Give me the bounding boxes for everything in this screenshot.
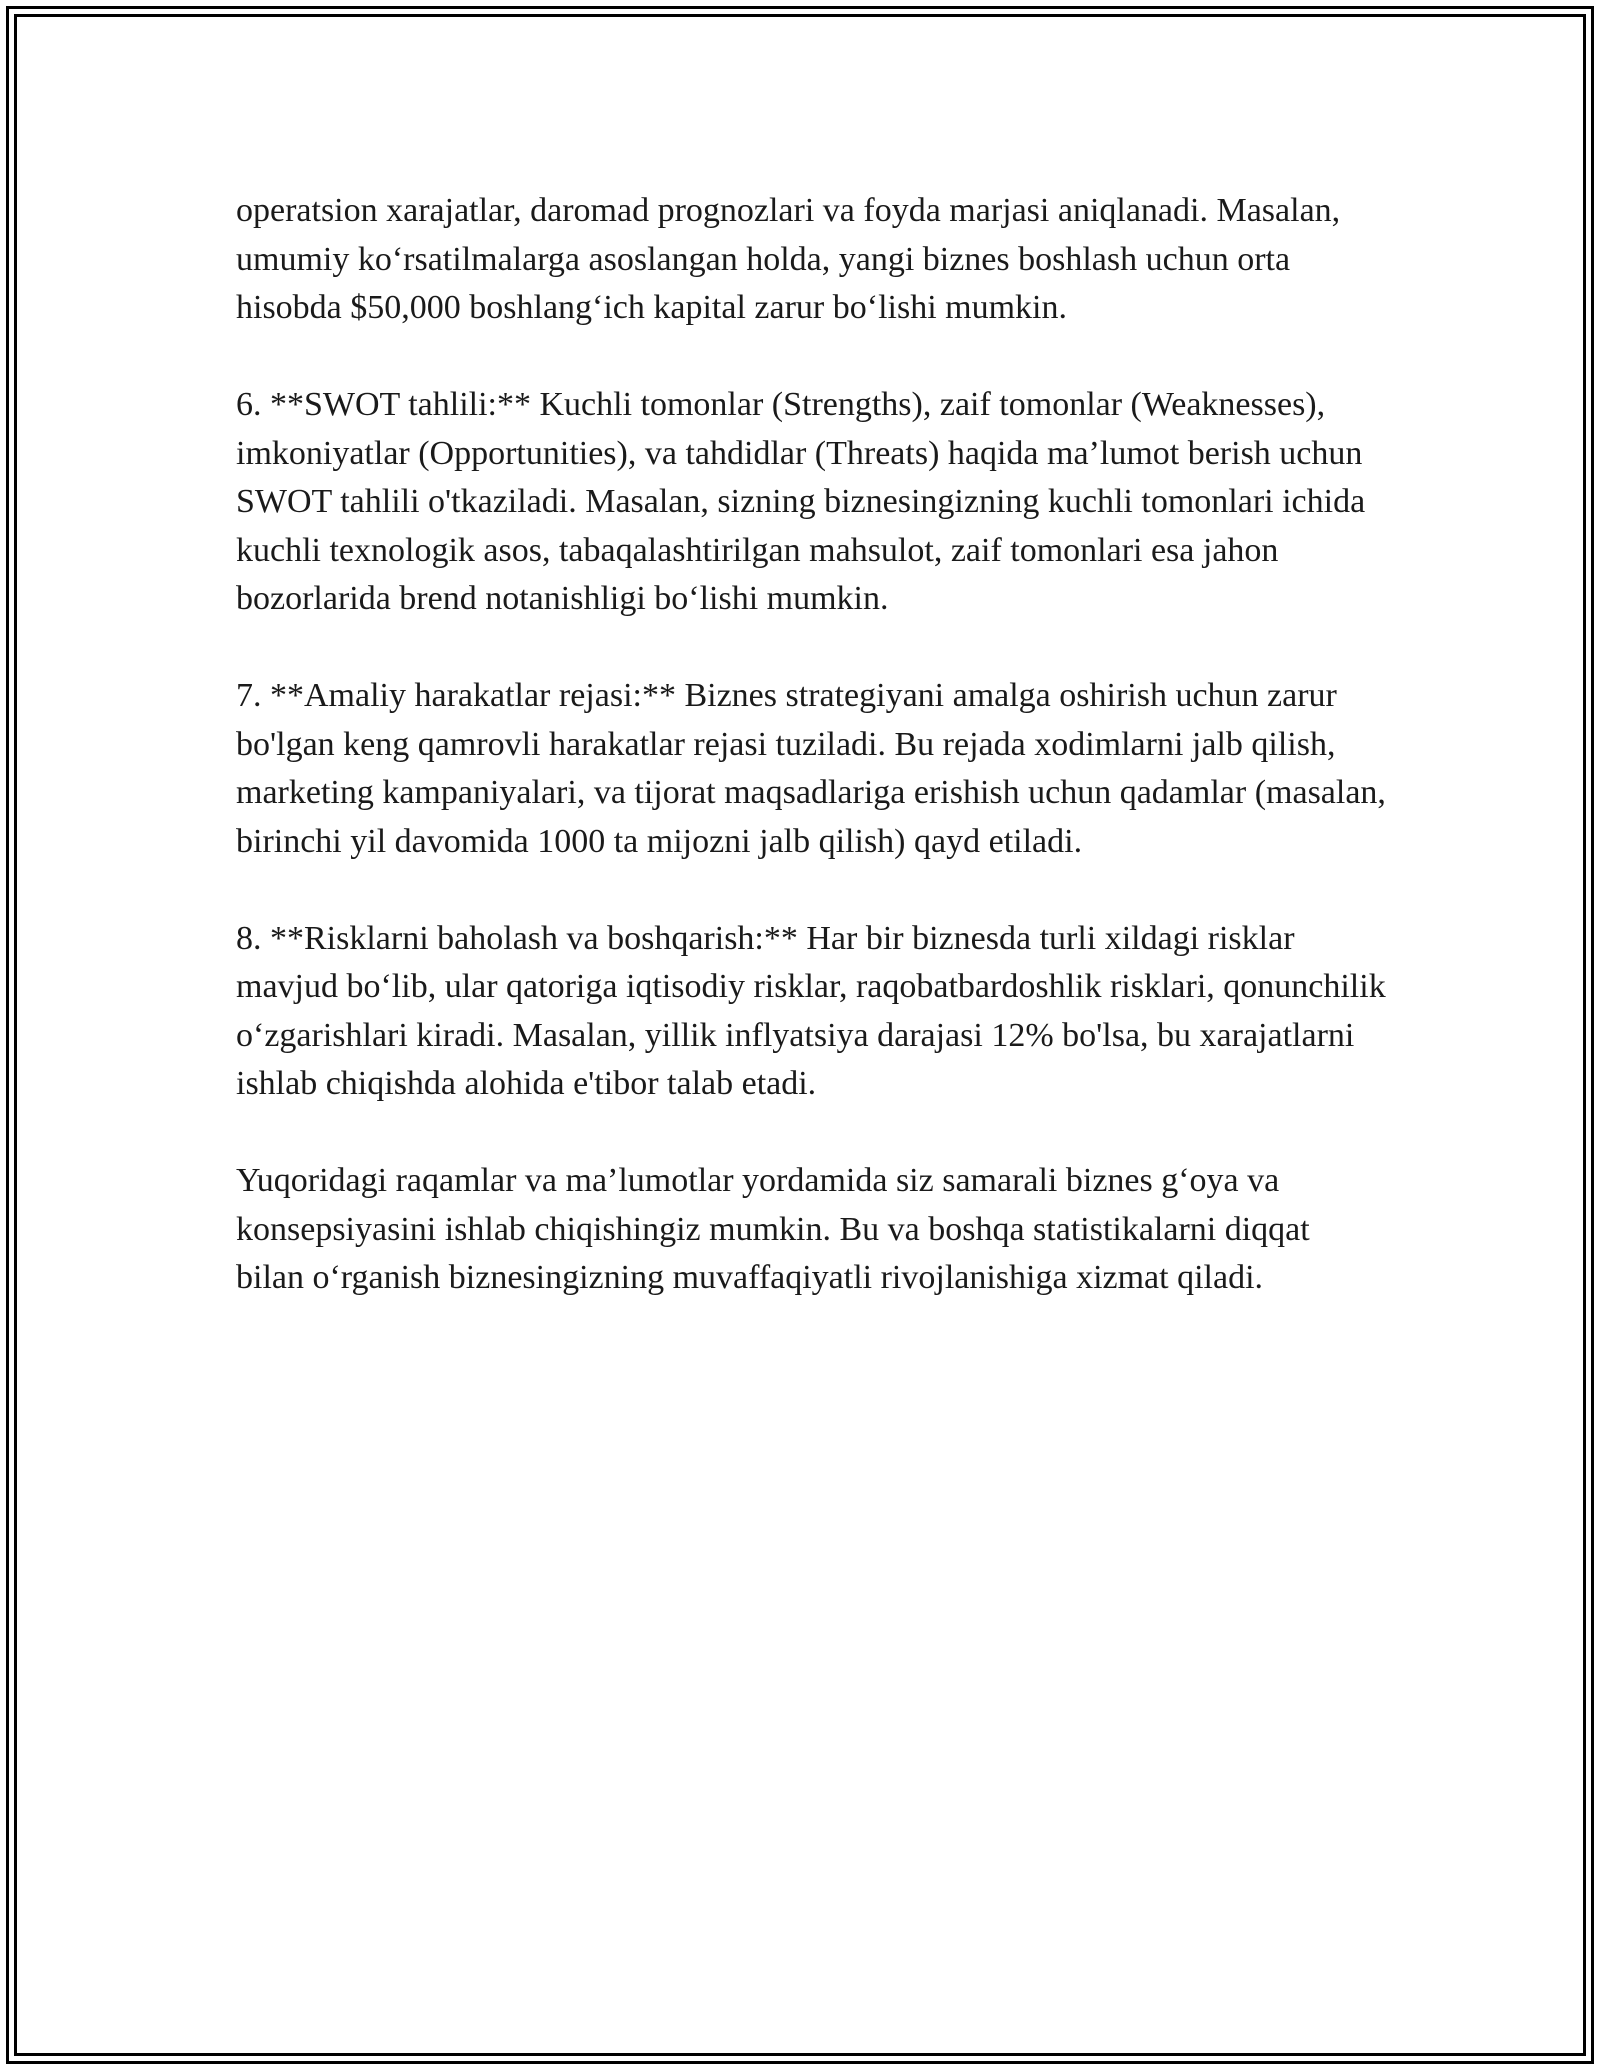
paragraph-swot-analysis: 6. **SWOT tahlili:** Kuchli tomonlar (Strengths), zaif tomonlar (Weaknesses), imkoniyatlar (Opportunities), va tahdidlar (Threats) haqida ma’lumot berish uchun SWOT tahlili o'tkaziladi. Masalan, sizning biznesingizning kuchli tomonlari ichida kuchli texnologik asos, tabaqalashtirilgan mahsulot, zaif tomonlari esa jahon bozorlarida brend notanishligi bo‘lishi mumkin. [236,386,1366,617]
paragraph-risk-assessment: 8. **Risklarni baholash va boshqarish:** Har bir biznesda turli xildagi risklar mavjud bo‘lib, ular qatoriga iqtisodiy risklar, raqobatbardoshlik risklari, qonunchilik o‘zgarishlari kiradi. Masalan, yillik inflyatsiya darajasi 12% bo'lsa, bu xarajatlarni ishlab chiqishda alohida e'tibor talab etadi. [236,919,1386,1102]
document-body [236,187,1386,1351]
paragraph-action-plan: 7. **Amaliy harakatlar rejasi:** Biznes strategiyani amalga oshirish uchun zarur bo'lgan keng qamrovli harakatlar rejasi tuziladi. Bu rejada xodimlarni jalb qilish, marketing kampaniyalari, va tijorat maqsadlariga erishish uchun qadamlar (masalan, birinchi yil davomida 1000 ta mijozni jalb qilish) qayd etiladi. [236,677,1386,860]
paragraph-financial-plan-continuation: operatsion xarajatlar, daromad prognozlari va foyda marjasi aniqlanadi. Masalan, umumiy ko‘rsatilmalarga asoslangan holda, yangi biznes boshlash uchun orta hisobda $50,000 boshlang‘ich kapital zarur bo‘lishi mumkin. [236,192,1341,326]
paragraph-conclusion: Yuqoridagi raqamlar va ma’lumotlar yordamida siz samarali biznes g‘oya va konsepsiyasini ishlab chiqishingiz mumkin. Bu va boshqa statistikalarni diqqat bilan o‘rganish biznesingizning muvaffaqiyatli rivojlanishiga xizmat qiladi. [236,1162,1310,1296]
